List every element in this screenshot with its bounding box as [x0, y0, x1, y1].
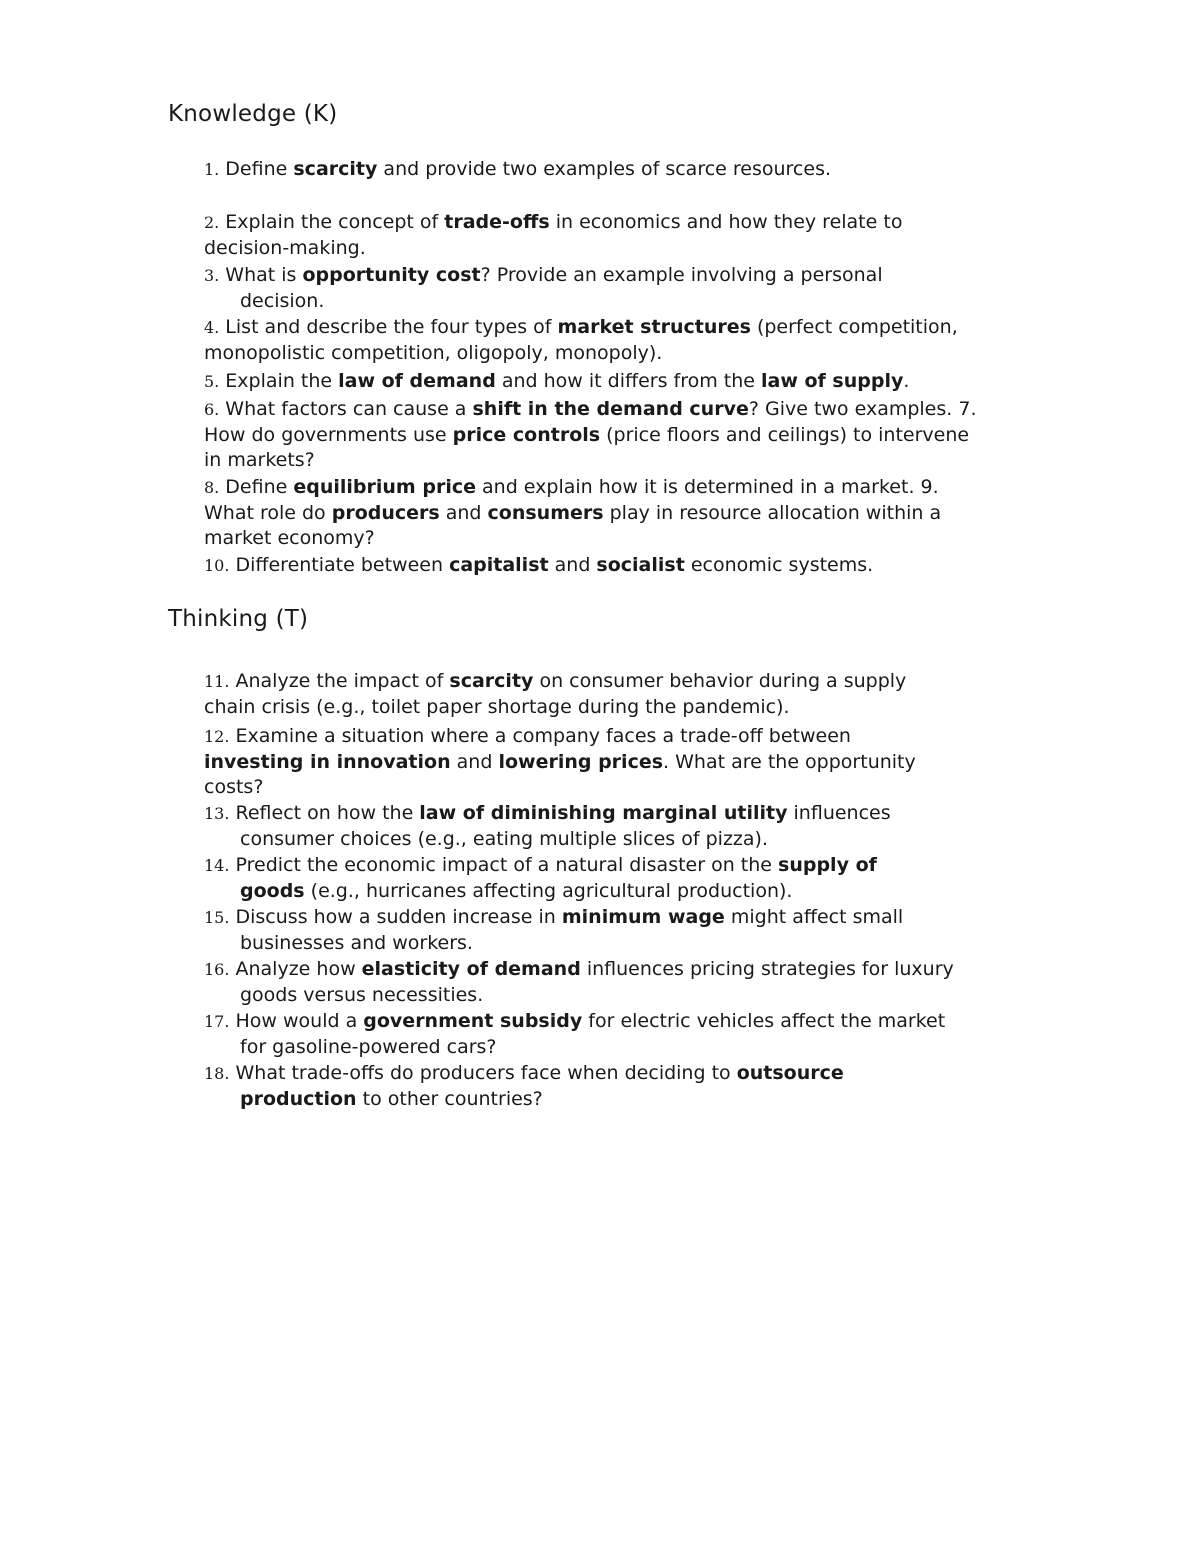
question-text: Analyze how: [229, 958, 362, 980]
question-text: decision.: [240, 289, 325, 312]
question-text: influences pricing strategies for luxury: [580, 958, 954, 980]
question-1: [204, 157, 1084, 183]
question-text: decision-making.: [204, 236, 366, 259]
question-number: 4.: [204, 318, 220, 337]
key-term: law of supply: [760, 370, 904, 392]
question-text: Explain the: [219, 370, 339, 392]
key-term: scarcity: [449, 670, 534, 692]
key-term: lowering prices: [498, 750, 664, 773]
question-text: and: [439, 501, 488, 524]
question-text: ? Give two examples. 7.: [748, 398, 977, 420]
question-number: 3.: [204, 266, 220, 285]
question-5: [204, 369, 1084, 395]
key-term: consumers: [487, 501, 604, 524]
question-text-line: [204, 501, 1084, 527]
question-text: Explain the concept of: [219, 211, 445, 233]
question-number: 14.: [204, 856, 230, 875]
question-text: market economy?: [204, 527, 375, 549]
question-text: businesses and workers.: [240, 931, 473, 954]
question-6-7: [204, 397, 1084, 474]
key-term: outsource: [736, 1062, 844, 1084]
question-text: influences: [787, 802, 891, 824]
key-term: equilibrium price: [293, 476, 476, 498]
question-text: (perfect competition,: [750, 316, 958, 338]
section-heading-thinking: Thinking (T): [168, 606, 309, 632]
question-17: [204, 1009, 1084, 1060]
question-text: and how it differs from the: [495, 370, 761, 392]
key-term: price controls: [452, 423, 601, 446]
key-term: opportunity cost: [302, 264, 481, 286]
question-text: economic systems.: [684, 554, 874, 576]
question-text: Analyze the impact of: [229, 670, 450, 692]
question-text: Examine a situation where a company faces a trade-off between: [229, 725, 851, 747]
question-text: consumer choices (e.g., eating multiple slices of pizza).: [240, 827, 768, 850]
key-term: producers: [331, 501, 440, 524]
question-text: chain crisis (e.g., toilet paper shortage during the pandemic).: [204, 695, 790, 718]
question-text: Discuss how a sudden increase in: [229, 906, 562, 928]
question-text-line: [204, 750, 1084, 776]
question-text: and provide two examples of scarce resources.: [377, 158, 832, 180]
question-text: How would a: [229, 1010, 364, 1032]
key-term: government subsidy: [363, 1010, 583, 1032]
key-term: capitalist: [449, 554, 549, 576]
question-text: List and describe the four types of: [219, 316, 558, 338]
question-text: for electric vehicles affect the market: [582, 1010, 946, 1032]
question-number: 16.: [204, 960, 230, 979]
question-text: Define: [219, 158, 294, 180]
key-term: scarcity: [293, 158, 378, 180]
question-12: [204, 724, 1084, 801]
question-text: monopolistic competition, oligopoly, monopoly).: [204, 341, 663, 364]
question-4: [204, 315, 1084, 366]
question-number: 11.: [204, 672, 230, 691]
question-text: What role do: [204, 501, 332, 524]
question-text: . What are the opportunity: [663, 750, 916, 773]
key-term: socialist: [596, 554, 685, 576]
question-number: 10.: [204, 556, 230, 575]
question-number: 12.: [204, 727, 230, 746]
question-number: 1.: [204, 160, 220, 179]
question-number: 8.: [204, 478, 220, 497]
question-number: 6.: [204, 400, 220, 419]
question-2: [204, 210, 1084, 261]
question-15: [204, 905, 1084, 956]
question-text-line: [204, 1087, 1084, 1113]
question-number: 15.: [204, 908, 230, 927]
question-14: [204, 853, 1084, 904]
question-number: 5.: [204, 372, 220, 391]
question-10: [204, 553, 1084, 579]
question-text-line: [204, 879, 1084, 905]
key-term: law of demand: [338, 370, 496, 392]
question-13: [204, 801, 1084, 852]
question-number: 13.: [204, 804, 230, 823]
question-text: .: [903, 370, 910, 392]
question-text: goods versus necessities.: [240, 983, 484, 1006]
question-text: Reflect on how the: [229, 802, 420, 824]
section-heading-knowledge: Knowledge (K): [168, 101, 338, 127]
question-text: (price floors and ceilings) to intervene: [600, 423, 970, 446]
question-text: on consumer behavior during a supply: [533, 670, 907, 692]
key-term: supply of: [778, 854, 877, 876]
question-text: in economics and how they relate to: [549, 211, 903, 233]
question-18: [204, 1061, 1084, 1112]
question-text: Differentiate between: [229, 554, 450, 576]
question-text: What is: [219, 264, 303, 286]
question-8-9: [204, 475, 1084, 552]
key-term: production: [240, 1087, 357, 1110]
question-text: What factors can cause a: [219, 398, 473, 420]
key-term: goods: [240, 879, 305, 902]
question-text: Define: [219, 476, 294, 498]
key-term: elasticity of demand: [361, 958, 581, 980]
question-text: Predict the economic impact of a natural disaster on the: [229, 854, 779, 876]
question-text: (e.g., hurricanes affecting agricultural production).: [304, 879, 793, 902]
question-text: for gasoline-powered cars?: [240, 1035, 497, 1058]
question-11: [204, 669, 1084, 720]
question-text-line: [204, 423, 1084, 449]
key-term: market structures: [557, 316, 751, 338]
question-number: 18.: [204, 1064, 230, 1083]
key-term: minimum wage: [561, 906, 725, 928]
question-text: to other countries?: [356, 1087, 543, 1110]
question-text: in markets?: [204, 449, 315, 471]
question-text: How do governments use: [204, 423, 453, 446]
question-text: play in resource allocation within a: [603, 501, 942, 524]
key-term: shift in the demand curve: [472, 398, 749, 420]
question-text: might affect small: [724, 906, 904, 928]
question-number: 2.: [204, 213, 220, 232]
question-3: [204, 263, 1084, 314]
question-text: and: [450, 750, 499, 773]
key-term: trade-offs: [444, 211, 550, 233]
question-text: and explain how it is determined in a market. 9.: [475, 476, 939, 498]
question-number: 17.: [204, 1012, 230, 1031]
key-term: investing in innovation: [204, 750, 451, 773]
key-term: law of diminishing marginal utility: [419, 802, 788, 824]
question-text: ? Provide an example involving a personal: [480, 264, 883, 286]
question-16: [204, 957, 1084, 1008]
question-text: and: [548, 554, 597, 576]
question-text: What trade-offs do producers face when deciding to: [229, 1062, 737, 1084]
question-text: costs?: [204, 776, 264, 798]
